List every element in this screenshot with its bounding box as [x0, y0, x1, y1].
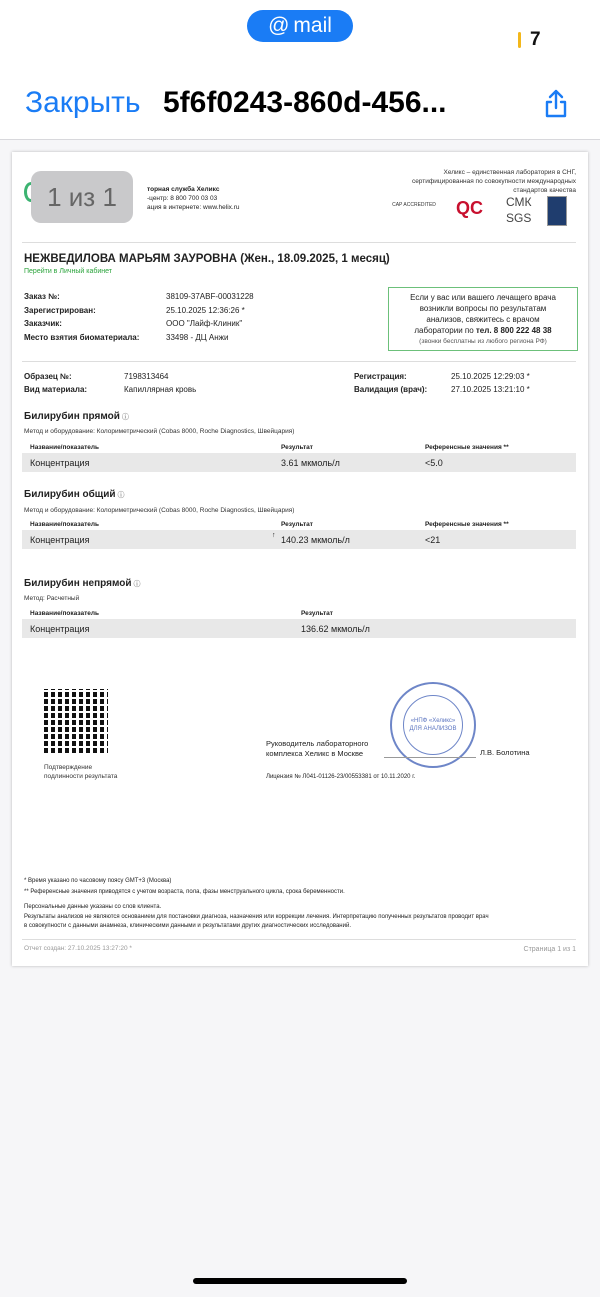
page-indicator: 1 из 1 — [31, 171, 133, 223]
test-title: Билирубин общий ⓘ — [24, 489, 125, 500]
home-indicator[interactable] — [193, 1278, 407, 1284]
top-bar — [0, 0, 600, 140]
test-title: Билирубин прямой ⓘ — [24, 411, 129, 422]
footnotes: * Время указано по часовому поясу GMT+3 (Москва) ** Референсные значения приводятся с учетом возраста, пола, фазы менструального цикла, срока беременности. Персональные данные указаны со слов клиента. Результаты анализов не являются основанием для постановки диагноза, назначения или коррекции лечения. Интерпретацию полученных результатов проводит врач в совокупности с данными анамнеза, клиническими данными и результатами других диагностических исследований. — [24, 878, 489, 929]
cert-logo — [547, 196, 567, 226]
contact-box: Если у вас или вашего лечащего врача возникли вопросы по результатам анализов, свяжитесь с врачом лаборатории по тел. 8 800 222 48 38 (звонки бесплатны из любого региона РФ) — [388, 287, 578, 351]
info-icon: ⓘ — [131, 581, 141, 588]
order-info: Заказ №: 38109-37ABF-00031228 Зарегистрирован: 25.10.2025 12:36:26 * Заказчик: ООО "Лайф-Клиник" Место взятия биоматериала: 33498 - ДЦ Анжи — [24, 292, 254, 342]
arrow-up-icon: ↑ — [272, 532, 276, 539]
dates-info: Регистрация: 25.10.2025 12:29:03 * Валидация (врач): 27.10.2025 13:21:10 * — [354, 372, 530, 394]
share-icon[interactable] — [542, 88, 570, 125]
stamp: «НПФ «Хеликс» ДЛЯ АНАЛИЗОВ — [390, 682, 476, 768]
patient-name: НЕЖВЕДИЛОВА МАРЬЯМ ЗАУРОВНА (Жен., 18.09.2025, 1 месяц) — [24, 253, 390, 265]
lab-tagline: Хеликс – единственная лаборатория в СНГ, сертифицированная по совокупности международных стандартов качества — [411, 169, 576, 194]
sample-info: Образец №: 7198313464 Вид материала: Капиллярная кровь — [24, 372, 197, 394]
indicator-icon — [518, 32, 521, 48]
file-title: 5f6f0243-860d-456... — [163, 86, 447, 119]
qc-logo: QC — [456, 198, 483, 218]
test-title: Билирубин непрямой ⓘ — [24, 578, 141, 589]
close-button[interactable]: Закрыть — [25, 86, 141, 119]
cap-logo: CAP ACCREDITED — [392, 202, 436, 208]
at-icon: @ — [268, 14, 290, 37]
table-row: Концентрация 136.62 мкмоль/л — [22, 619, 576, 638]
sgs-logo: СМК SGS — [506, 195, 532, 225]
pdf-page: торная служба Хеликс -центр: 8 800 700 03 03 ация в интернете: www.helix.ru Хеликс – единственная лаборатория в СНГ, сертифицированная по совокупности международных стандартов качества CAP ACCREDITED QC СМК SGS НЕЖВЕДИЛОВА МАРЬЯМ ЗАУРОВНА (Жен., 18.09.2025, 1 месяц) Перейти в Личный кабинет Заказ №: 38109-37ABF-00031228 Зарегистрирован: 25.10.2025 12:36:26 * Заказчик: ООО "Лайф-Клиник" Место взятия биоматериала: 33498 - ДЦ Анжи Если у вас или вашего лечащего врача возникли вопросы по результатам анализов, свяжитесь с врачом лаборатории по тел. 8 800 222 48 38 (звонки бесплатны из любого региона РФ) Образец №: 7198313464 Вид материала: Капиллярная кровь Регистрация: 25.10.2025 12:29:03 * Валидация (врач): 27.10.2025 13:21:10 * Билирубин прямой ⓘ Метод и оборудование: Колориметрический (Cobas 8000, Roche Diagnostics, Швейцария) Название/показатель Результат Референсные значения ** Концентрация 3.61 мкмоль/л <5.0 Билирубин общий ⓘ Метод и оборудование: Колориметрический (Cobas 8000, Roche Diagnostics, Швейцария) Название/показатель Результат Референсные значения ** Концентрация ↑ 140.23 мкмоль/л <21 Билирубин непрямой ⓘ Метод: Расчетный Название/показатель Результат Концентрация 136.62 мкмоль/л Подтверждение подлинности результата Руководитель лабораторного комплекса Хеликс в Москве «НПФ «Хеликс» ДЛЯ АНАЛИЗОВ Л.В. Болотина Лицензия № Л041-01126-23/00553381 от 10.11.2020 г. * Время указано по часовому поясу GMT+3 (Москва) ** Референсные значения приводятся с учетом возраста, пола, фазы менструального цикла, срока беременности. Персональные данные указаны со слов клиента. Результаты анализов не являются основанием для постановки диагноза, назначения или коррекции лечения. Интерпретацию полученных результатов проводит врач в совокупности с данными анамнеза, клиническими данными и результатами других диагностических исследований. Отчет создан: 27.10.2025 13:27:20 * Страница 1 из 1 — [12, 152, 588, 966]
cabinet-link[interactable]: Перейти в Личный кабинет — [24, 268, 113, 275]
table-row: Концентрация 3.61 мкмоль/л <5.0 — [22, 453, 576, 472]
table-row: Концентрация ↑ 140.23 мкмоль/л <21 — [22, 530, 576, 549]
info-icon: ⓘ — [119, 414, 129, 421]
info-icon: ⓘ — [115, 492, 125, 499]
mail-app-badge[interactable]: @ mail — [247, 10, 353, 42]
qr-code[interactable] — [44, 689, 108, 753]
badge-count: 7 — [530, 29, 541, 50]
